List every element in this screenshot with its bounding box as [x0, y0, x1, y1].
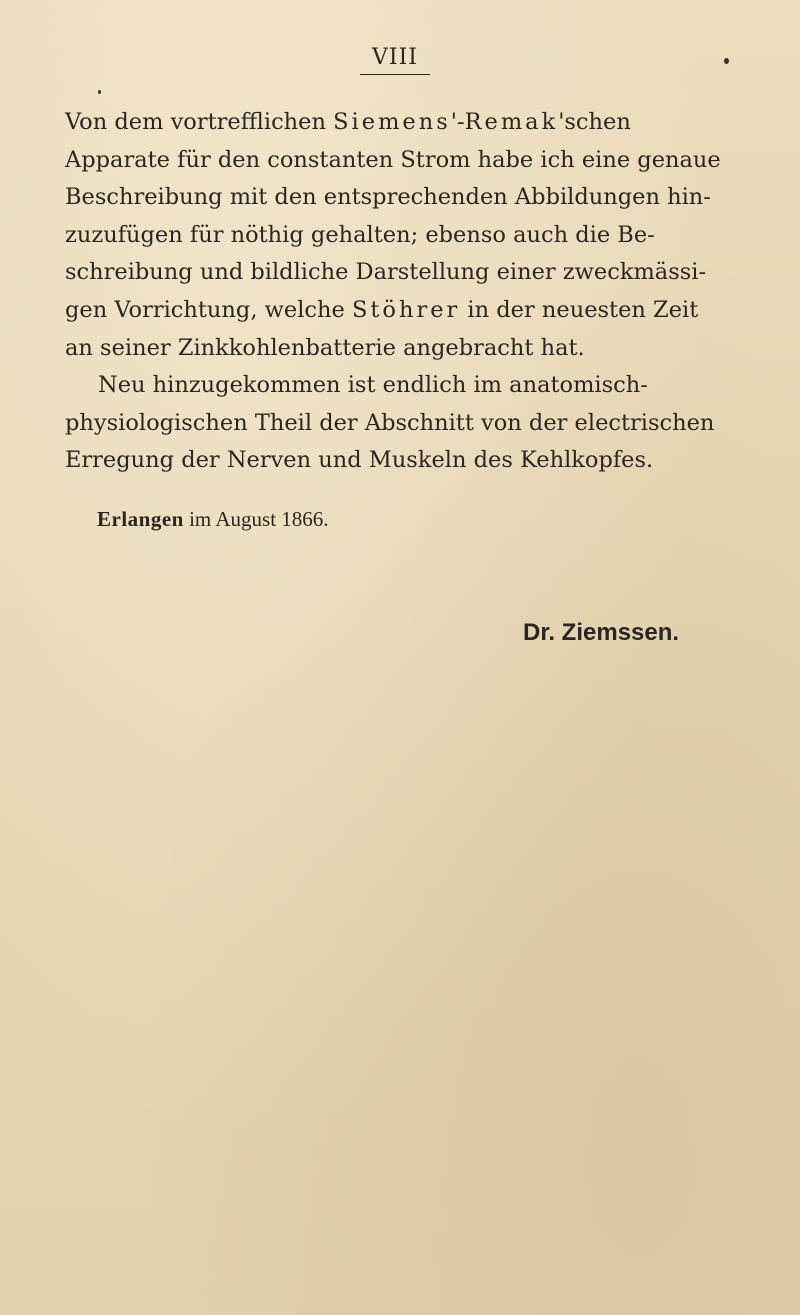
text-line: schreibung und bildliche Darstellung einer zweckmässi- [65, 259, 707, 286]
author-name-stoehrer: Stöhrer [351, 296, 461, 323]
ink-speck [724, 58, 729, 64]
date: im August 1866. [189, 507, 329, 531]
text-line: physiologischen Theil der Abschnitt von der electrischen [65, 409, 715, 436]
ink-speck [98, 90, 101, 94]
text-segment: in der neuesten Zeit [460, 296, 699, 323]
author-name-remak: Remak [464, 109, 559, 135]
paragraph-1 [65, 104, 735, 367]
text-line [65, 292, 735, 330]
text-line: Beschreibung mit den entsprechenden Abbildungen hin- [65, 184, 711, 211]
text-line: Apparate für den constanten Strom habe ich eine genaue [65, 146, 721, 173]
paragraph-2 [65, 367, 735, 480]
text-segment: Von dem vortrefflichen [65, 109, 334, 135]
text-line: zuzufügen für nöthig gehalten; ebenso auch die Be- [65, 221, 655, 248]
text-segment: '- [450, 109, 465, 135]
place-and-date [97, 505, 329, 533]
text-line: Neu hinzugekommen ist endlich im anatomisch- [98, 372, 648, 399]
author-name-siemens: Siemens [333, 109, 451, 135]
text-segment: gen Vorrichtung, welche [65, 296, 352, 323]
text-line: an seiner Zinkkohlenbatterie angebracht hat. [65, 334, 585, 361]
preface-text [65, 104, 735, 480]
text-segment: 'schen [558, 109, 631, 135]
signature: Dr. Ziemssen. [523, 619, 680, 646]
page-number: VIII [360, 44, 430, 75]
place: Erlangen [97, 507, 184, 531]
text-line: Erregung der Nerven und Muskeln des Kehlkopfes. [65, 447, 654, 474]
text-line [65, 104, 735, 142]
